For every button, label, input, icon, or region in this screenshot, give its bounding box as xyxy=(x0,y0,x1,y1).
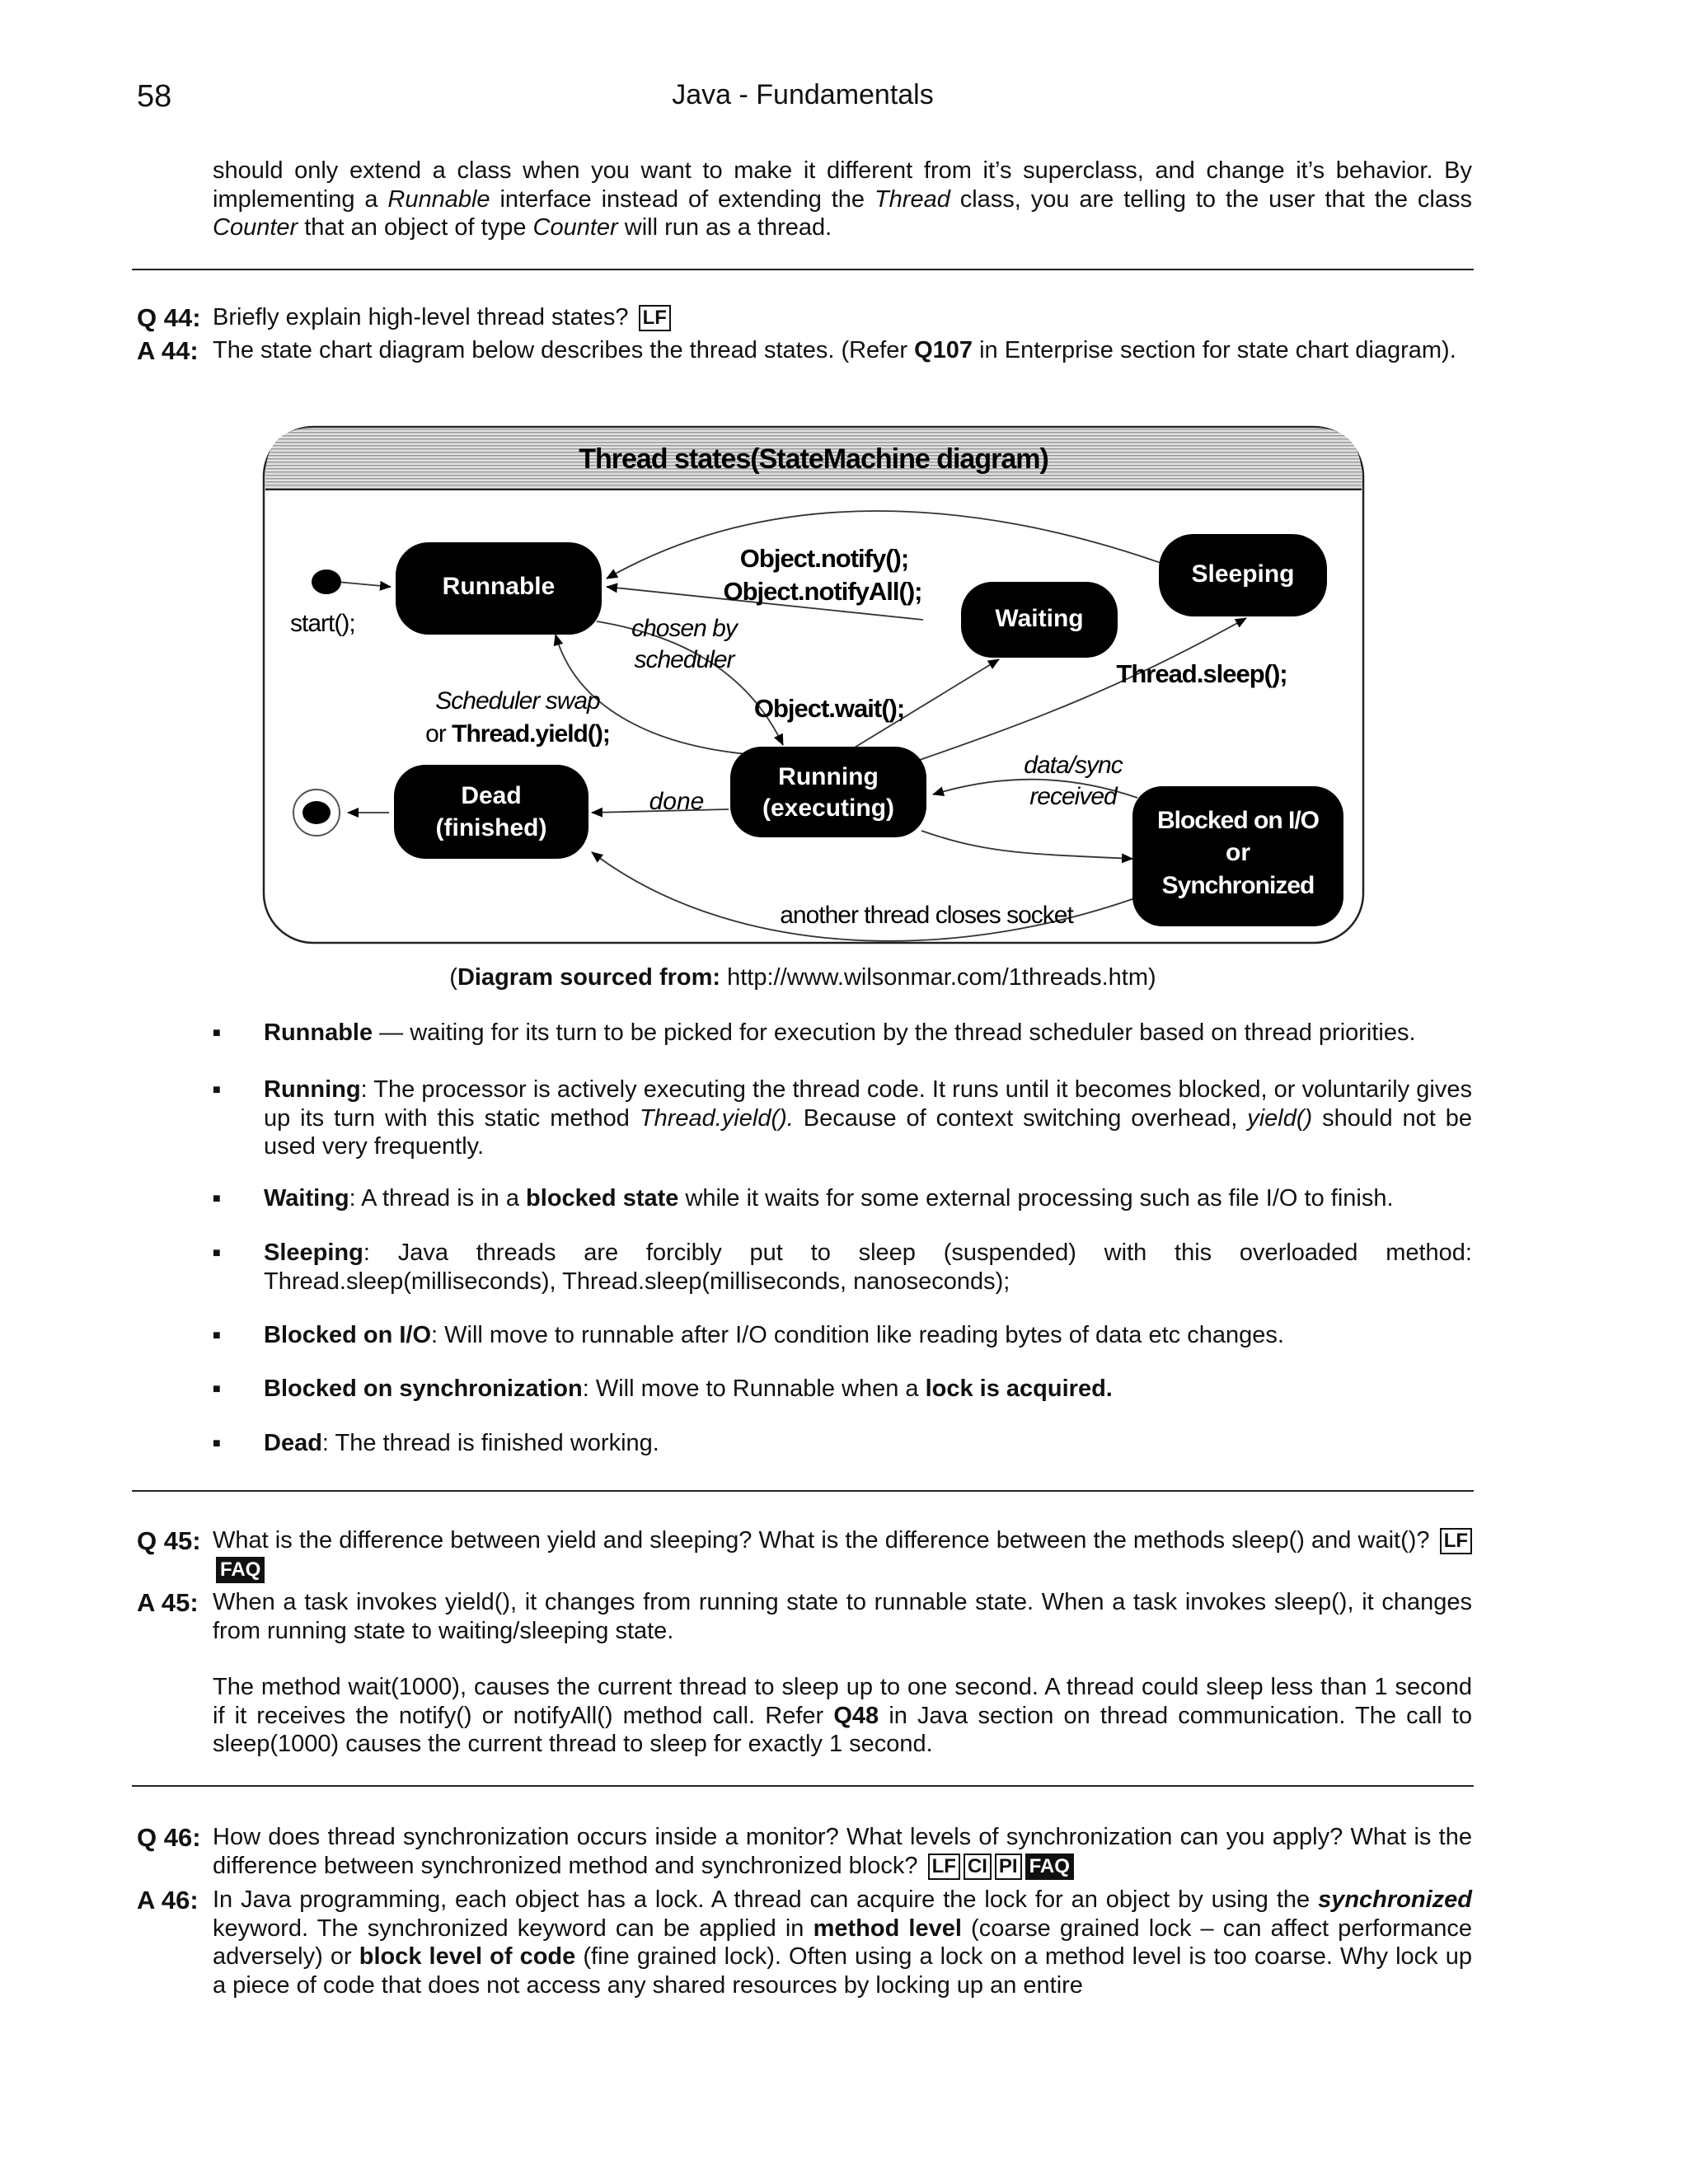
bullet-term: Running xyxy=(264,1076,361,1103)
state-running-sublabel: (executing) xyxy=(762,794,895,822)
answer-text-part: (fine grained lock). Often using a lock on a method level is too coarse. Why lock up a piece of code that does not access any shared resources by locking up an entire xyxy=(213,1943,1473,1999)
bullet-text: : Will move to Runnable when a xyxy=(582,1376,926,1402)
answer-bold: method level xyxy=(813,1915,962,1942)
bullet-term: Waiting xyxy=(264,1185,349,1212)
bullet-term: Runnable xyxy=(264,1019,373,1046)
answer-text xyxy=(213,1673,1472,1759)
state-dead xyxy=(394,765,588,859)
label-notify-all: Object.notifyAll(); xyxy=(723,577,922,606)
tag-lf: LF xyxy=(639,305,671,331)
intro-italic: Runnable xyxy=(387,185,490,213)
bullet-italic: Thread.yield(). xyxy=(639,1104,794,1132)
answer-text xyxy=(213,336,1472,365)
bullet-waiting xyxy=(264,1184,1472,1213)
question-text xyxy=(213,1526,1472,1583)
bullet-runnable xyxy=(264,1019,1472,1047)
answer-text-part: in Java section on thread communication. The call to sleep(1000) causes the current thread to sleep for exactly 1 second. xyxy=(213,1702,1472,1757)
label-closes-socket: another thread closes socket xyxy=(780,902,1073,929)
tag-pi: PI xyxy=(995,1854,1022,1880)
intro-text: that an object of type xyxy=(298,214,533,241)
state-running xyxy=(730,747,926,837)
label-data-sync: data/sync xyxy=(1024,752,1123,779)
bullet-text: should not be used very frequently. xyxy=(264,1104,1473,1160)
label-done: done xyxy=(649,788,705,815)
answer-text-part: keyword. The synchronized keyword can be applied in xyxy=(213,1915,814,1942)
question-q46: How does thread synchronization occurs inside a monitor? What levels of synchronization can you apply? What is the difference between synchronized method and synchronized block? xyxy=(213,1824,1472,1879)
bullet-marker: ■ xyxy=(213,1436,221,1451)
label-start: start(); xyxy=(290,610,355,637)
diagram-title: Thread states(StateMachine diagram) xyxy=(579,443,1048,475)
answer-text-part: in Enterprise section for state chart diagram). xyxy=(973,337,1456,363)
intro-italic: Thread xyxy=(874,185,950,213)
diagram-caption: (Diagram sourced from: http://www.wilsonmar.com/1threads.htm) xyxy=(449,964,1156,991)
bullet-term: Blocked on I/O xyxy=(264,1322,432,1348)
label-yield xyxy=(425,720,610,748)
book-title: Java - Fundamentals xyxy=(672,79,934,110)
question-text xyxy=(213,1823,1472,1880)
intro-text: class, you are telling to the user that the class xyxy=(950,185,1473,213)
intro-paragraph xyxy=(213,157,1472,242)
tag-lf: LF xyxy=(928,1854,960,1880)
answer-label: A 46: xyxy=(137,1886,199,1915)
bullet-text: : The thread is finished working. xyxy=(321,1430,659,1456)
answer-keyword: synchronized xyxy=(1318,1886,1472,1913)
divider xyxy=(132,1785,1474,1787)
bullet-marker: ■ xyxy=(213,1246,221,1260)
caption-url: http://www.wilsonmar.com/1threads.htm xyxy=(727,964,1149,991)
answer-text-part: In Java programming, each object has a lock. A thread can acquire the lock for an object by using the xyxy=(213,1886,1319,1913)
page-number: 58 xyxy=(137,79,172,114)
state-waiting-label: Waiting xyxy=(995,605,1084,632)
label-scheduler: scheduler xyxy=(634,646,734,673)
label-wait: Object.wait(); xyxy=(753,694,905,723)
bullet-marker: ■ xyxy=(213,1192,221,1206)
state-runnable-label: Runnable xyxy=(442,573,556,600)
intro-text: interface instead of extending the xyxy=(490,185,874,213)
label-scheduler-swap: Scheduler swap xyxy=(435,687,600,715)
question-label: Q 46: xyxy=(137,1823,201,1852)
bullet-text: : Java threads are forcibly put to sleep (suspended) with this overloaded method: Thread.sleep(milliseconds), Thread.sleep(milliseconds, nanoseconds); xyxy=(264,1240,1472,1295)
intro-italic: Counter xyxy=(532,214,618,241)
intro-text: will run as a thread. xyxy=(617,214,832,241)
bullet-marker: ■ xyxy=(213,1083,221,1097)
divider xyxy=(132,1490,1474,1492)
bullet-blocked-sync xyxy=(264,1375,1472,1404)
bullet-bold: lock is acquired. xyxy=(925,1376,1113,1402)
bullet-marker: ■ xyxy=(213,1329,221,1343)
label-received: received xyxy=(1029,783,1117,810)
label-notify: Object.notify(); xyxy=(739,544,909,573)
bullet-text: while it waits for some external processing such as file I/O to finish. xyxy=(678,1185,1394,1212)
answer-text-part: The state chart diagram below describes the thread states. (Refer xyxy=(213,337,915,363)
answer-ref: Q107 xyxy=(914,337,973,363)
bullet-term: Sleeping xyxy=(264,1240,363,1266)
bullet-text: Because of context switching overhead, xyxy=(793,1104,1248,1132)
question-label: Q 45: xyxy=(137,1526,201,1555)
state-blocked-sublabel: Synchronized xyxy=(1161,872,1315,899)
state-blocked-label: Blocked on I/O xyxy=(1156,807,1320,834)
tag-faq: FAQ xyxy=(1025,1854,1074,1880)
state-sleeping-label: Sleeping xyxy=(1191,560,1295,588)
bullet-dead xyxy=(264,1429,1472,1458)
answer-text xyxy=(213,1886,1472,1999)
initial-state xyxy=(312,569,341,594)
tag-ci: CI xyxy=(964,1854,992,1880)
label-sleep: Thread.sleep(); xyxy=(1116,659,1287,688)
bullet-marker: ■ xyxy=(213,1382,221,1396)
intro-text: should only extend a class when you want to make it different from it’s superclass, and change it’s behavior. By implementing a xyxy=(213,157,1472,213)
bullet-text: : A thread is in a xyxy=(349,1185,527,1212)
bullet-blocked-io xyxy=(264,1321,1472,1350)
bullet-marker: ■ xyxy=(213,1026,221,1040)
label-yield-method: Thread.yield(); xyxy=(452,720,610,748)
intro-italic: Counter xyxy=(213,214,298,241)
tag-faq: FAQ xyxy=(216,1557,265,1583)
question-q44: Briefly explain high-level thread states? xyxy=(213,304,629,330)
bullet-term: Dead xyxy=(264,1430,322,1456)
answer-bold: block level of code xyxy=(359,1943,576,1970)
answer-text-part: The method wait(1000), causes the current thread to sleep up to one second. A thread could sleep less than 1 second if it receives the notify() or notifyAll() method call. Refer xyxy=(213,1674,1472,1729)
bullet-bold: blocked state xyxy=(526,1185,679,1212)
state-running-label: Running xyxy=(778,763,879,790)
bullet-text: : Will move to runnable after I/O condition like reading bytes of data etc changes. xyxy=(431,1322,1284,1348)
bullet-text: — waiting for its turn to be picked for execution by the thread scheduler based on thread priorities. xyxy=(373,1019,1416,1046)
answer-label: A 44: xyxy=(137,336,199,365)
question-label: Q 44: xyxy=(137,303,201,332)
label-chosen: chosen by xyxy=(631,615,737,642)
bullet-italic: yield() xyxy=(1247,1104,1313,1132)
bullet-text: : The processor is actively executing the thread code. It runs until it becomes blocked, or voluntarily gives up its turn with this static method xyxy=(264,1076,1472,1132)
question-q45: What is the difference between yield and sleeping? What is the difference between the methods sleep() and wait()? xyxy=(213,1527,1430,1554)
answer-text-part: (coarse grained lock – can affect performance adversely) or xyxy=(213,1915,1472,1970)
bullet-sleeping xyxy=(264,1239,1472,1296)
bullet-running xyxy=(264,1076,1472,1161)
thread-state-diagram xyxy=(262,425,1367,948)
divider xyxy=(132,269,1474,270)
state-dead-sublabel: (finished) xyxy=(435,814,547,841)
answer-text: When a task invokes yield(), it changes from running state to runnable state. When a task invokes sleep(), it changes from running state to waiting/sleeping state. xyxy=(213,1589,1472,1644)
tag-lf: LF xyxy=(1440,1528,1472,1554)
answer-ref: Q48 xyxy=(833,1702,879,1729)
caption-label: Diagram sourced from: xyxy=(457,964,721,991)
label-yield-or: or xyxy=(425,720,452,748)
final-state-dot xyxy=(302,801,331,824)
answer-label: A 45: xyxy=(137,1588,199,1617)
question-text xyxy=(213,303,1472,332)
state-blocked-or: or xyxy=(1226,839,1250,866)
state-dead-label: Dead xyxy=(461,782,522,809)
bullet-term: Blocked on synchronization xyxy=(264,1376,583,1402)
